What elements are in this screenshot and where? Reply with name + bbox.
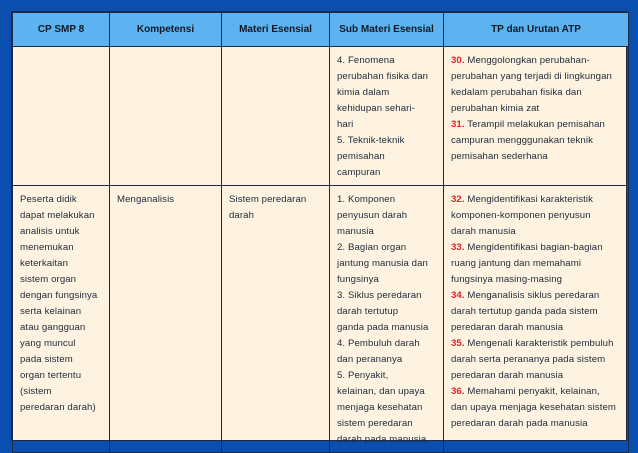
atp-item bbox=[451, 117, 622, 165]
atp-text: Mengidentifikasi bagian-bagian ruang jantung dan memahami fungsinya masing-masing bbox=[451, 242, 603, 285]
kompetensi-text: Menganalisis bbox=[117, 194, 175, 205]
atp-table bbox=[12, 12, 629, 453]
atp-item bbox=[451, 288, 622, 336]
header-sub-materi: Sub Materi Esensial bbox=[330, 13, 444, 47]
atp-text: Mengidentifikasi karakteristik komponen-komponen penyusun darah manusia bbox=[451, 194, 594, 237]
sub-materi-text: 1. Komponen penyusun darah manusia 2. Bagian organ jantung manusia dan fungsinya 3. Siklus peredaran darah tertutup ganda pada manusia 4. Pembuluh darah dan perananya 5. Penyakit, kelainan, dan upaya menjaga kesehatan sistem peredaran darah pada manusia bbox=[337, 194, 429, 445]
atp-item bbox=[451, 336, 622, 384]
atp-number: 30. bbox=[451, 55, 465, 66]
header-kompetensi: Kompetensi bbox=[110, 13, 222, 47]
sub-materi-text: 4. Fenomena perubahan fisika dan kimia dalam kehidupan sehari- hari 5. Teknik-teknik pemisahan campuran bbox=[337, 55, 429, 178]
atp-item bbox=[451, 53, 622, 117]
atp-text: Menganalisis siklus peredaran darah tertutup ganda pada sistem peredaran darah manusia bbox=[451, 290, 600, 333]
atp-number: 35. bbox=[451, 338, 465, 349]
header-materi-esensial: Materi Esensial bbox=[222, 13, 330, 47]
table-row bbox=[13, 186, 629, 453]
atp-number: 32. bbox=[451, 194, 465, 205]
atp-text: Menggolongkan perubahan- perubahan yang terjadi di lingkungan kedalam perubahan fisika dan perubahan kimia zat bbox=[451, 55, 612, 114]
atp-table-frame bbox=[11, 11, 627, 445]
cell-kompetensi bbox=[110, 186, 222, 453]
atp-number: 33. bbox=[451, 242, 465, 253]
header-tp-atp: TP dan Urutan ATP bbox=[444, 13, 629, 47]
materi-text: Sistem peredaran darah bbox=[229, 194, 307, 221]
atp-text: Mengenali karakteristik pembuluh darah serta perananya pada sistem peredaran darah manusia bbox=[451, 338, 614, 381]
cell-cp bbox=[13, 47, 110, 186]
cell-sub-materi bbox=[330, 47, 444, 186]
cell-atp bbox=[444, 186, 629, 453]
atp-item bbox=[451, 384, 622, 432]
table-header-row bbox=[13, 13, 629, 47]
cell-materi bbox=[222, 47, 330, 186]
atp-number: 34. bbox=[451, 290, 465, 301]
atp-number: 31. bbox=[451, 119, 465, 130]
cell-sub-materi bbox=[330, 186, 444, 453]
cell-kompetensi bbox=[110, 47, 222, 186]
atp-text: Memahami penyakit, kelainan, dan upaya menjaga kesehatan sistem peredaran darah pada manusia bbox=[451, 386, 616, 429]
table-row bbox=[13, 47, 629, 186]
cell-materi bbox=[222, 186, 330, 453]
atp-item bbox=[451, 240, 622, 288]
atp-item bbox=[451, 192, 622, 240]
atp-text: Terampil melakukan pemisahan campuran mengggunakan teknik pemisahan sederhana bbox=[451, 119, 605, 162]
cp-text: Peserta didik dapat melakukan analisis untuk menemukan keterkaitan sistem organ dengan fungsinya serta kelainan atau gangguan yang muncul pada sistem organ tertentu (sistem peredaran darah) bbox=[20, 194, 98, 413]
header-cp: CP SMP 8 bbox=[13, 13, 110, 47]
cell-cp bbox=[13, 186, 110, 453]
atp-number: 36. bbox=[451, 386, 465, 397]
cell-atp bbox=[444, 47, 629, 186]
